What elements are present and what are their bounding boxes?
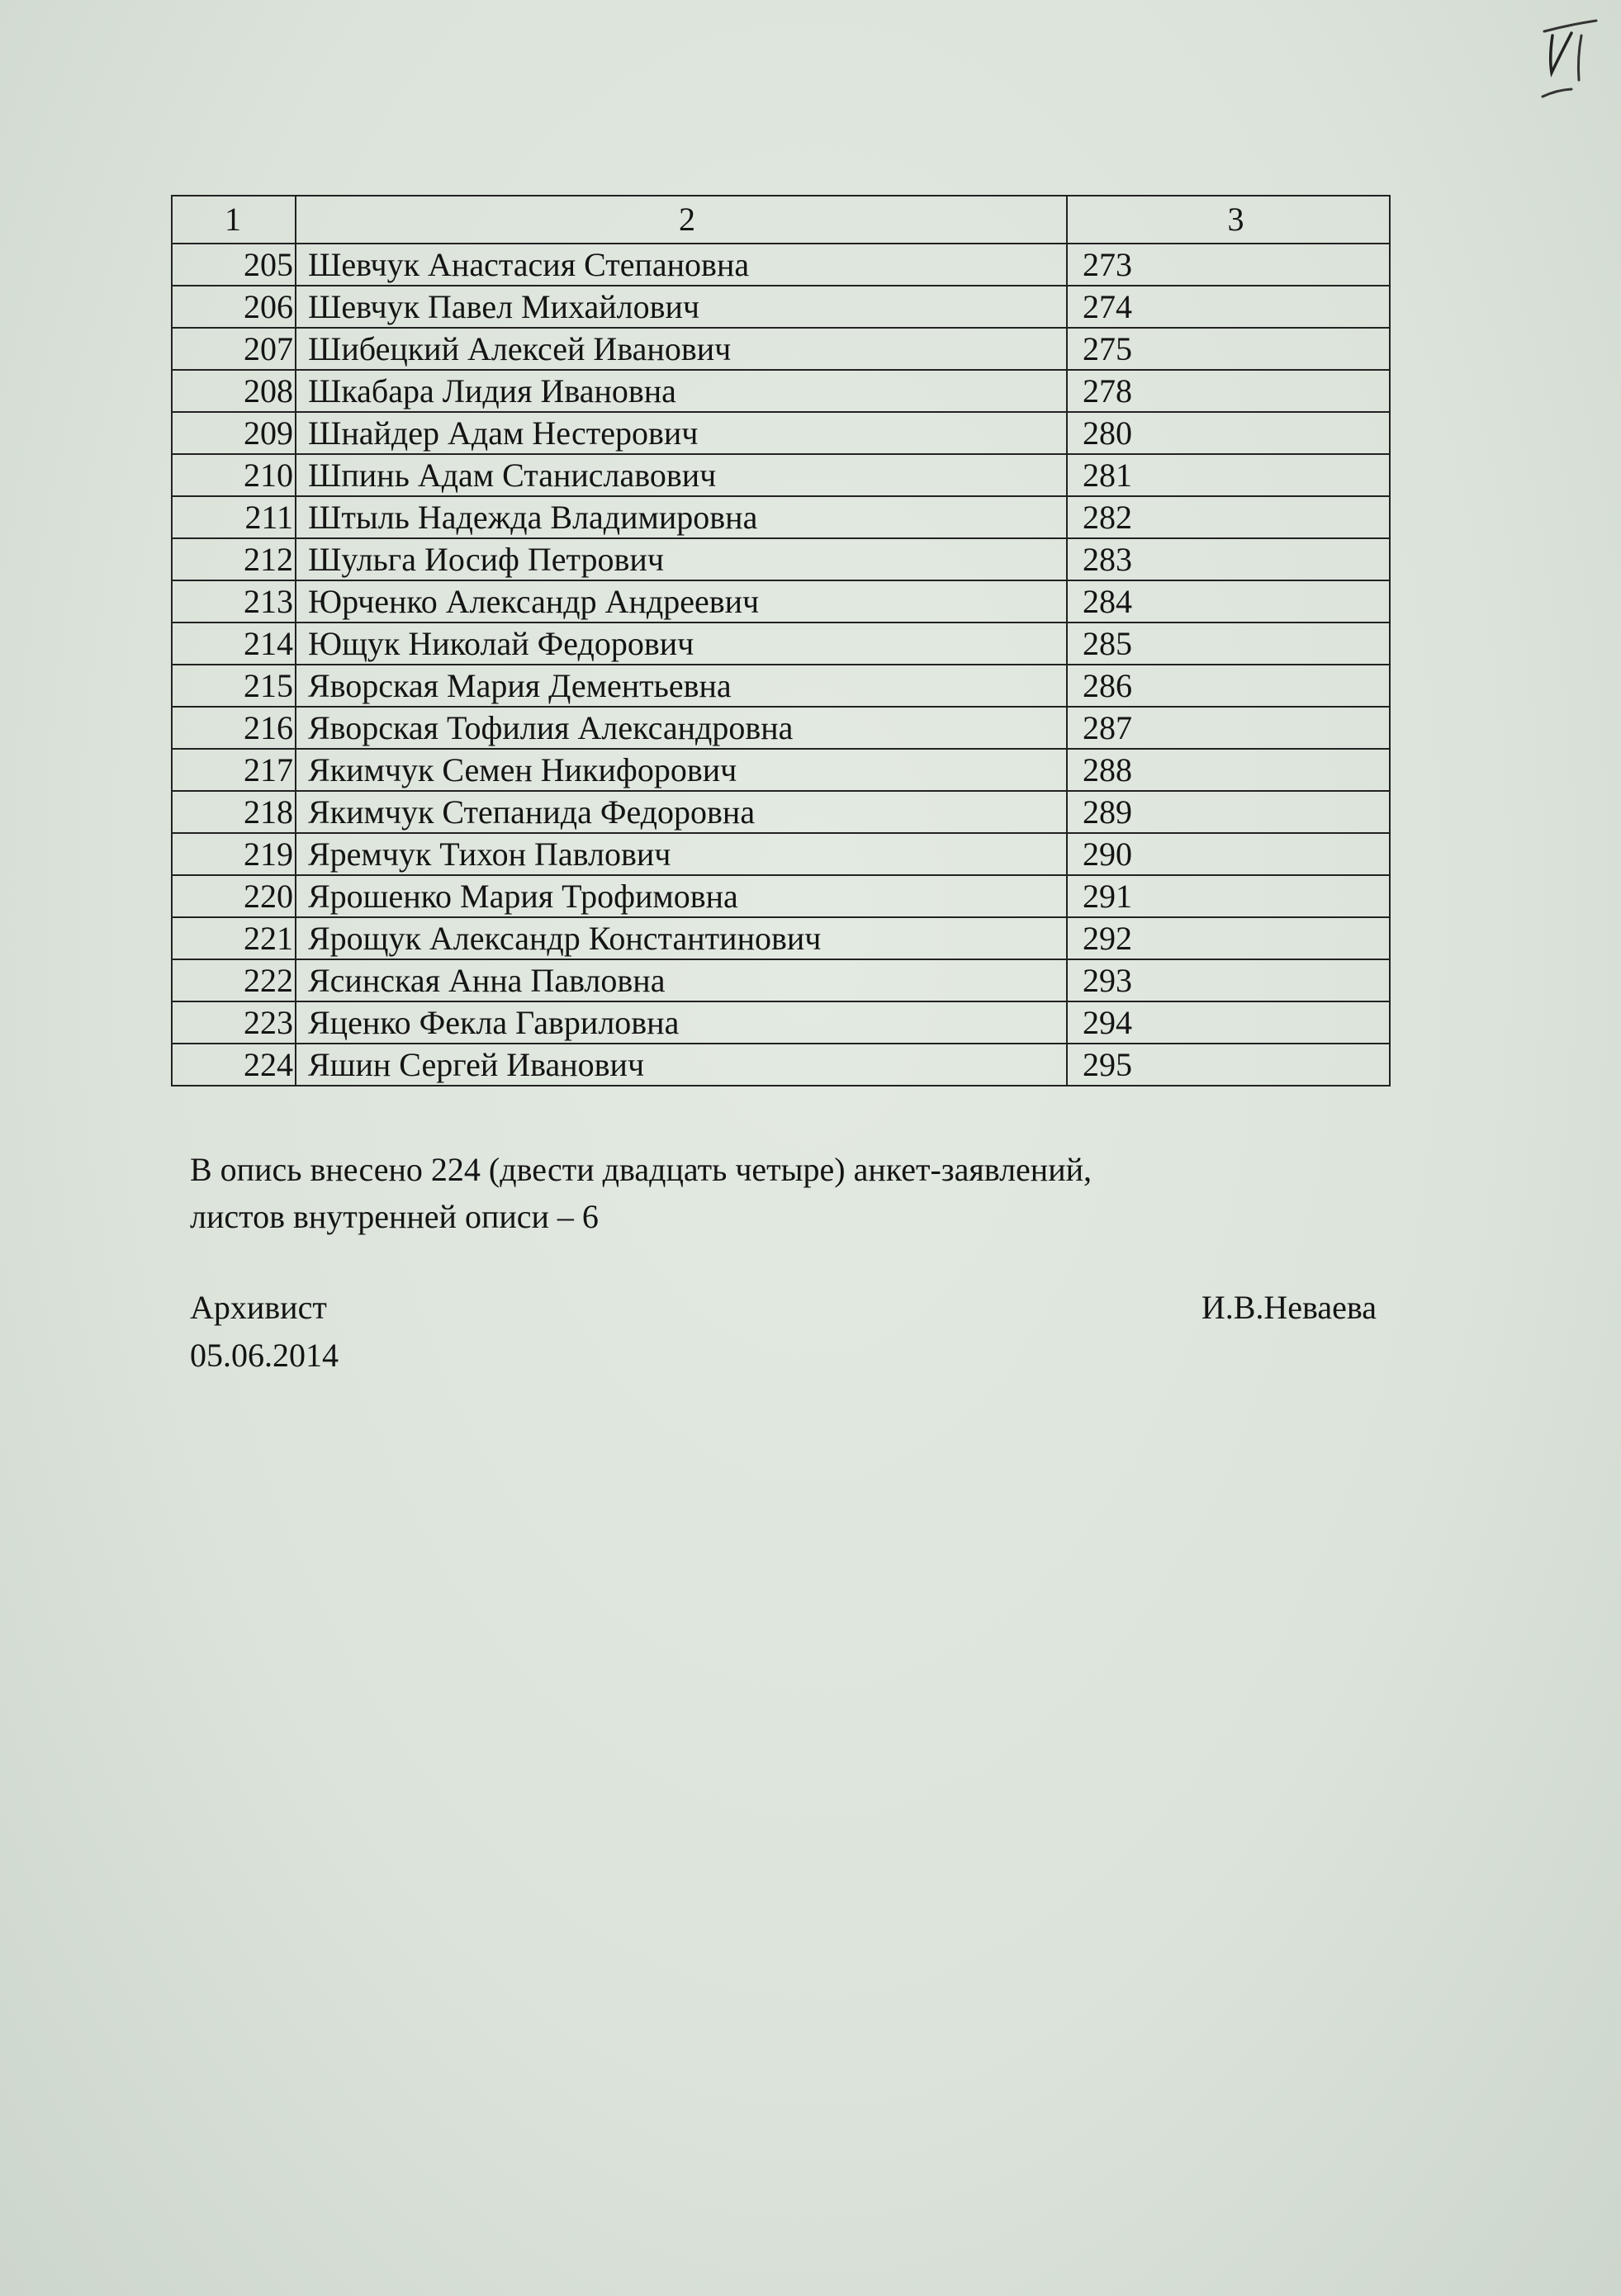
- person-name: Яремчук Тихон Павлович: [296, 833, 1067, 875]
- table-row: [172, 917, 1390, 959]
- table-row: [172, 959, 1390, 1001]
- person-name: Штыль Надежда Владимировна: [296, 496, 1067, 538]
- person-name: Шульга Иосиф Петрович: [296, 538, 1067, 580]
- table-row: [172, 328, 1390, 370]
- sheet-number: 284: [1067, 580, 1390, 623]
- table-row: [172, 875, 1390, 917]
- table-row: [172, 791, 1390, 833]
- row-number: 220: [172, 875, 296, 917]
- person-name: Шибецкий Алексей Иванович: [296, 328, 1067, 370]
- table-row: [172, 538, 1390, 580]
- table-row: [172, 370, 1390, 412]
- sheet-number: 273: [1067, 244, 1390, 286]
- row-number: 206: [172, 286, 296, 328]
- table-row: [172, 1044, 1390, 1086]
- header-col-name: 2: [296, 196, 1067, 244]
- row-number: 224: [172, 1044, 296, 1086]
- table-row: [172, 707, 1390, 749]
- sheet-number: 282: [1067, 496, 1390, 538]
- header-col-number: 1: [172, 196, 296, 244]
- row-number: 215: [172, 665, 296, 707]
- handwritten-page-number-mark: [1511, 8, 1602, 99]
- person-name: Ющук Николай Федорович: [296, 623, 1067, 665]
- sheet-number: 280: [1067, 412, 1390, 454]
- summary-line-1: В опись внесено 224 (двести двадцать четыре) анкет-заявлений,: [190, 1151, 1093, 1188]
- table-row: [172, 454, 1390, 496]
- sheet-number: 294: [1067, 1001, 1390, 1044]
- person-name: Шпинь Адам Станиславович: [296, 454, 1067, 496]
- summary-line-2: листов внутренней описи – 6: [190, 1198, 599, 1235]
- row-number: 213: [172, 580, 296, 623]
- sheet-number: 275: [1067, 328, 1390, 370]
- row-number: 214: [172, 623, 296, 665]
- person-name: Яшин Сергей Иванович: [296, 1044, 1067, 1086]
- row-number: 205: [172, 244, 296, 286]
- row-number: 211: [172, 496, 296, 538]
- sheet-number: 291: [1067, 875, 1390, 917]
- sheet-number: 281: [1067, 454, 1390, 496]
- table-header-row: [172, 196, 1390, 244]
- person-name: Яворская Мария Дементьевна: [296, 665, 1067, 707]
- sheet-number: 274: [1067, 286, 1390, 328]
- table-row: [172, 665, 1390, 707]
- row-number: 217: [172, 749, 296, 791]
- row-number: 210: [172, 454, 296, 496]
- table-row: [172, 412, 1390, 454]
- sheet-number: 286: [1067, 665, 1390, 707]
- sheet-number: 283: [1067, 538, 1390, 580]
- person-name: Ярощук Александр Константинович: [296, 917, 1067, 959]
- person-name: Ярошенко Мария Трофимовна: [296, 875, 1067, 917]
- row-number: 212: [172, 538, 296, 580]
- signer-name: И.В.Неваева: [1201, 1289, 1377, 1326]
- person-name: Яворская Тофилия Александровна: [296, 707, 1067, 749]
- person-name: Шевчук Анастасия Степановна: [296, 244, 1067, 286]
- sheet-number: 292: [1067, 917, 1390, 959]
- row-number: 222: [172, 959, 296, 1001]
- row-number: 218: [172, 791, 296, 833]
- sheet-number: 289: [1067, 791, 1390, 833]
- archivist-role: Архивист: [190, 1289, 327, 1326]
- table-row: [172, 1001, 1390, 1044]
- table-row: [172, 833, 1390, 875]
- person-name: Ясинская Анна Павловна: [296, 959, 1067, 1001]
- inventory-table: [171, 195, 1391, 1086]
- person-name: Юрченко Александр Андреевич: [296, 580, 1067, 623]
- row-number: 208: [172, 370, 296, 412]
- person-name: Якимчук Семен Никифорович: [296, 749, 1067, 791]
- sheet-number: 290: [1067, 833, 1390, 875]
- sheet-number: 285: [1067, 623, 1390, 665]
- table-row: [172, 580, 1390, 623]
- document-date: 05.06.2014: [190, 1337, 339, 1374]
- sheet-number: 288: [1067, 749, 1390, 791]
- row-number: 223: [172, 1001, 296, 1044]
- sheet-number: 287: [1067, 707, 1390, 749]
- row-number: 207: [172, 328, 296, 370]
- person-name: Шевчук Павел Михайлович: [296, 286, 1067, 328]
- row-number: 221: [172, 917, 296, 959]
- person-name: Шкабара Лидия Ивановна: [296, 370, 1067, 412]
- table-row: [172, 244, 1390, 286]
- sheet-number: 293: [1067, 959, 1390, 1001]
- header-col-sheet: 3: [1067, 196, 1390, 244]
- person-name: Шнайдер Адам Нестерович: [296, 412, 1067, 454]
- row-number: 209: [172, 412, 296, 454]
- table-row: [172, 623, 1390, 665]
- row-number: 219: [172, 833, 296, 875]
- table-row: [172, 749, 1390, 791]
- row-number: 216: [172, 707, 296, 749]
- table-row: [172, 286, 1390, 328]
- sheet-number: 278: [1067, 370, 1390, 412]
- table-row: [172, 496, 1390, 538]
- sheet-number: 295: [1067, 1044, 1390, 1086]
- person-name: Яценко Фекла Гавриловна: [296, 1001, 1067, 1044]
- person-name: Якимчук Степанида Федоровна: [296, 791, 1067, 833]
